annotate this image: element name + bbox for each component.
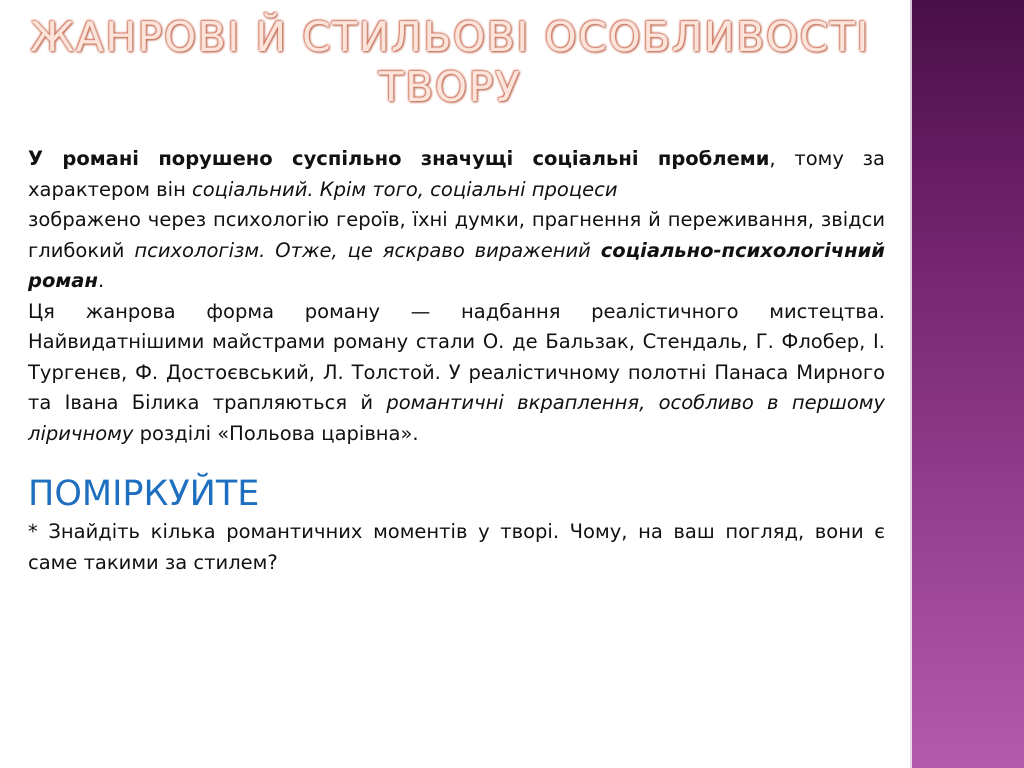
text-segment: . [97,269,105,292]
text-segment: Ця жанрова форма роману — надбання реалістичного мистецтва. Найвидатнішими майстрами роману стали О. де Бальзак, Стендаль, Г. Флобер, І. Тургенєв, Ф. Достоєвський, Л. Толстой. У реалістичному полотні Панаса Мирного та Івана Білика трапляються й [28,299,885,414]
paragraph-realism [28,297,885,450]
text-bold-italic-novel: соціально-психологічний роман [28,238,885,292]
text-segment: зображено через психологію героїв, їхні думки, прагнення й переживання, звідси глибокий [28,208,885,262]
decorative-side-bar [912,0,1024,768]
slide-title-line-1: ЖАНРОВІ Й СТИЛЬОВІ ОСОБЛИВОСТІ [30,13,870,61]
question-text: * Знайдіть кілька романтичних моментів у творі. Чому, на ваш погляд, вони є саме такими за стилем? [28,520,885,574]
paragraph-genre [28,144,885,297]
think-heading: ПОМІРКУЙТЕ [28,474,260,514]
text-italic-social: соціальний. Крім того, соціальні процеси [192,177,618,201]
text-italic-romantic: романтичні вкраплення, особливо в першому ліричному [28,391,885,445]
text-italic-psychologism: психологізм. Отже, це яскраво виражений [134,238,601,262]
text-segment: , тому за характером він [28,147,885,201]
slide-body [28,144,885,578]
text-bold-problems: У романі порушено суспільно значущі соціальні проблеми [28,147,770,170]
slide-title-line-2: ТВОРУ [378,63,522,111]
slide-title [0,12,900,112]
text-segment: розділі «Польова царівна». [133,421,419,445]
